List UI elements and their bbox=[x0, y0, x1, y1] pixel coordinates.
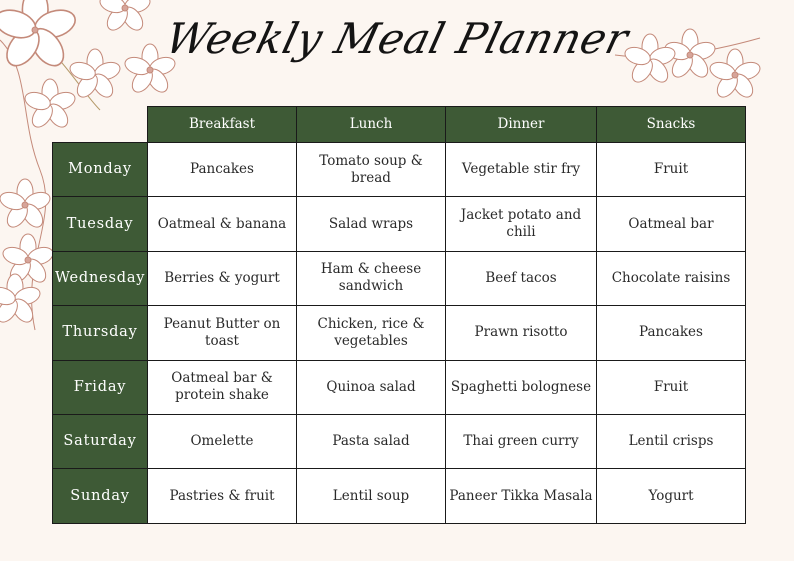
meal-cell: Chocolate raisins bbox=[597, 251, 746, 305]
meal-cell: Jacket potato and chili bbox=[446, 197, 597, 251]
column-header-dinner: Dinner bbox=[446, 107, 597, 143]
day-label: Monday bbox=[53, 143, 148, 197]
meal-cell: Omelette bbox=[148, 414, 297, 468]
table-row bbox=[53, 251, 746, 305]
meal-cell: Lentil crisps bbox=[597, 414, 746, 468]
meal-cell: Pancakes bbox=[148, 143, 297, 197]
table-corner bbox=[53, 107, 148, 143]
meal-cell: Prawn risotto bbox=[446, 306, 597, 360]
column-header-snacks: Snacks bbox=[597, 107, 746, 143]
table-row bbox=[53, 197, 746, 251]
page-title: Weekly Meal Planner bbox=[160, 14, 634, 63]
meal-cell: Paneer Tikka Masala bbox=[446, 469, 597, 523]
day-label: Thursday bbox=[53, 306, 148, 360]
meal-cell: Berries & yogurt bbox=[148, 251, 297, 305]
day-label: Sunday bbox=[53, 469, 148, 523]
meal-cell: Peanut Butter on toast bbox=[148, 306, 297, 360]
meal-cell: Pancakes bbox=[597, 306, 746, 360]
meal-cell: Quinoa salad bbox=[297, 360, 446, 414]
table-row bbox=[53, 306, 746, 360]
table-row bbox=[53, 469, 746, 523]
column-header-breakfast: Breakfast bbox=[148, 107, 297, 143]
meal-cell: Thai green curry bbox=[446, 414, 597, 468]
meal-cell: Oatmeal & banana bbox=[148, 197, 297, 251]
meal-cell: Chicken, rice & vegetables bbox=[297, 306, 446, 360]
meal-cell: Vegetable stir fry bbox=[446, 143, 597, 197]
meal-cell: Fruit bbox=[597, 360, 746, 414]
meal-cell: Oatmeal bar bbox=[597, 197, 746, 251]
meal-cell: Spaghetti bolognese bbox=[446, 360, 597, 414]
meal-cell: Fruit bbox=[597, 143, 746, 197]
table-row bbox=[53, 360, 746, 414]
meal-cell: Pastries & fruit bbox=[148, 469, 297, 523]
meal-cell: Yogurt bbox=[597, 469, 746, 523]
day-label: Saturday bbox=[53, 414, 148, 468]
day-label: Tuesday bbox=[53, 197, 148, 251]
meal-cell: Pasta salad bbox=[297, 414, 446, 468]
day-label: Wednesday bbox=[53, 251, 148, 305]
column-header-lunch: Lunch bbox=[297, 107, 446, 143]
meal-planner-table bbox=[52, 106, 746, 524]
table-row bbox=[53, 143, 746, 197]
day-label: Friday bbox=[53, 360, 148, 414]
meal-cell: Beef tacos bbox=[446, 251, 597, 305]
meal-cell: Lentil soup bbox=[297, 469, 446, 523]
meal-cell: Salad wraps bbox=[297, 197, 446, 251]
meal-cell: Oatmeal bar & protein shake bbox=[148, 360, 297, 414]
table-row bbox=[53, 414, 746, 468]
meal-cell: Tomato soup & bread bbox=[297, 143, 446, 197]
meal-cell: Ham & cheese sandwich bbox=[297, 251, 446, 305]
